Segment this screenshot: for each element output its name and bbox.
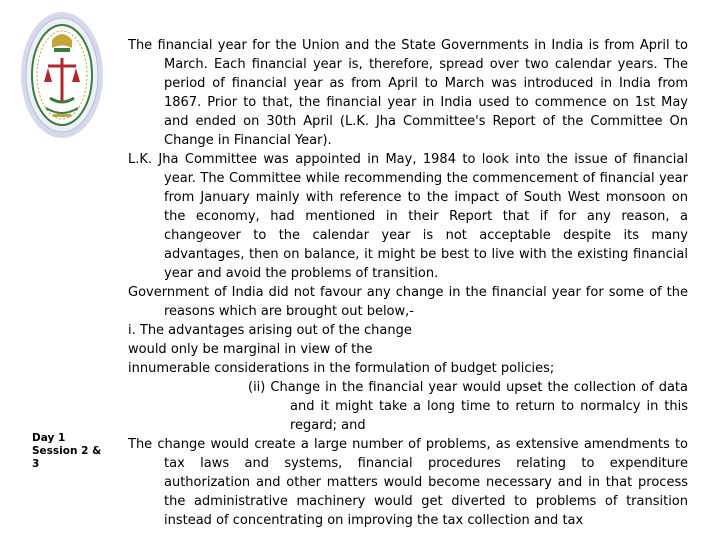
sidebar	[0, 0, 118, 540]
final-paragraph: The change would create a large number of problems, as extensive amendments to tax laws and systems, financial procedures relating to expenditure authorization and other matters would become necessary and in that process the administrative machinery would get diverted to problems of transition instead of concentrating on improving the tax collection and tax	[128, 437, 688, 528]
point-i-line: i. The advantages arising out of the change	[128, 323, 412, 338]
point-ii: (ii) Change in the financial year would upset the collection of data and it might take a long time to return to normalcy in this regard; and	[248, 380, 688, 433]
session-line: 3	[32, 458, 40, 470]
bottom-edge	[0, 536, 720, 540]
session-label	[32, 432, 112, 471]
body-text	[128, 36, 688, 530]
paragraph: Government of India did not favour any change in the financial year for some of the reasons which are brought out below,-	[128, 285, 688, 319]
vertical-title	[44, 162, 84, 352]
session-line: Session 2 &	[32, 445, 102, 457]
emblem-icon	[20, 10, 104, 140]
paragraph: L.K. Jha Committee was appointed in May, 1984 to look into the issue of financial year. The Committee while recommending the commencement of financial year from January mainly with reference to the impact of South West monsoon on the economy, had mentioned in their Report that if for any reason, a changeover to the calendar year is not acceptable despite its many advantages, then on balance, it might be best to live with the existing financial year and avoid the problems of transition.	[128, 152, 688, 281]
point-i-line: innumerable considerations in the formulation of budget policies;	[128, 361, 555, 376]
paragraph: The financial year for the Union and the State Governments in India is from April to March. Each financial year is, therefore, spread over two calendar years. The period of financial year as from April to March was introduced in India from 1867. Prior to that, the financial year in India used to commence on 1st May and ended on 30th April (L.K. Jha Committee's Report of the Committee On Change in Financial Year).	[128, 38, 688, 148]
point-i-line: would only be marginal in view of the	[128, 342, 373, 357]
session-line: Day 1	[32, 432, 66, 444]
